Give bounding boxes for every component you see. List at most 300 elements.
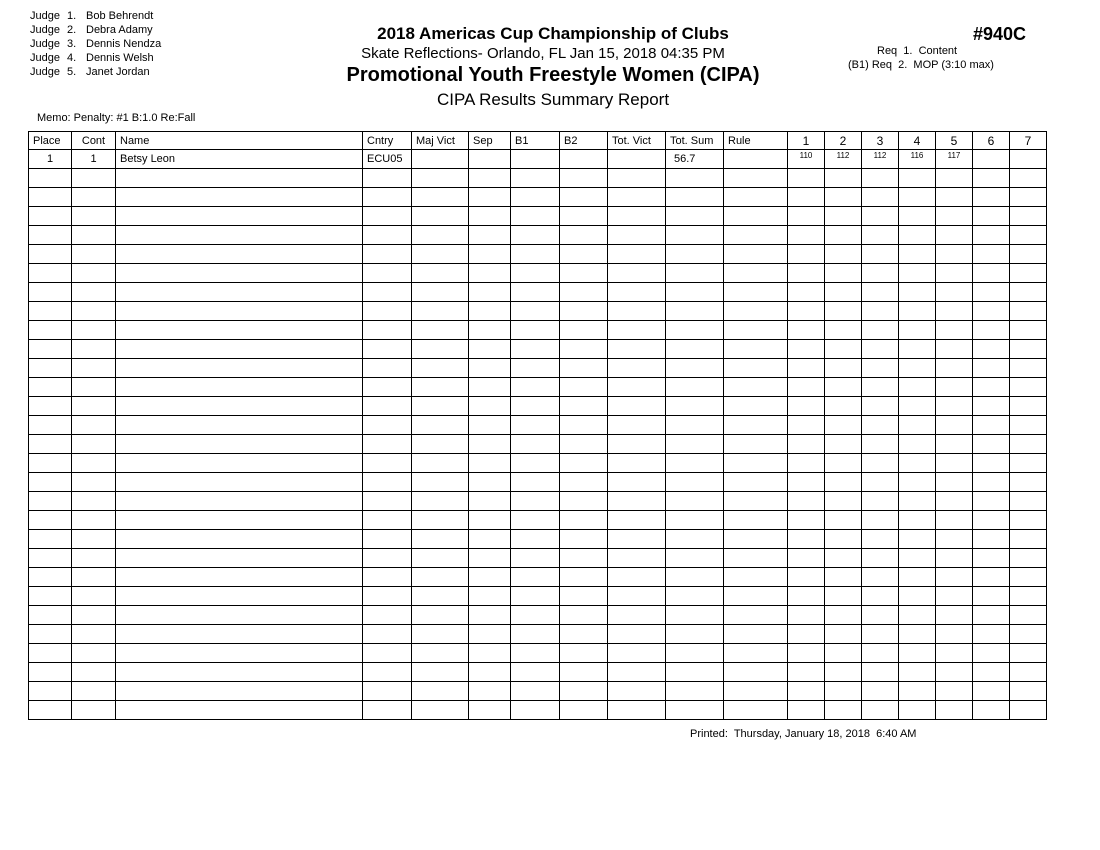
cell-b1 (511, 207, 560, 226)
venue-date: Skate Reflections- Orlando, FL Jan 15, 2018 04:35 PM (361, 45, 725, 62)
cell-judge-score (973, 587, 1010, 606)
cell-judge-score (825, 473, 862, 492)
cell-tot-vict (608, 663, 666, 682)
cell-judge-score: 116 (899, 150, 936, 169)
cell-judge-score (825, 321, 862, 340)
cell-cont (72, 454, 116, 473)
table-row (29, 150, 1047, 169)
cell-maj-vict (412, 264, 469, 283)
cell-judge-score (1010, 644, 1047, 663)
cell-tot-vict (608, 473, 666, 492)
cell-b1 (511, 226, 560, 245)
cell-judge-score (1010, 492, 1047, 511)
cell-judge-score (899, 587, 936, 606)
judge-number: 3. (67, 38, 77, 50)
cell-judge-score (825, 663, 862, 682)
cell-judge-score (973, 340, 1010, 359)
cell-cont (72, 359, 116, 378)
cell-place (29, 340, 72, 359)
cell-judge-score (862, 473, 899, 492)
cell-b2 (560, 397, 608, 416)
judge-row (30, 9, 161, 23)
cell-judge-score (825, 701, 862, 720)
cell-judge-score (973, 492, 1010, 511)
cell-judge-score (1010, 264, 1047, 283)
cell-judge-score (862, 378, 899, 397)
cell-cntry (363, 625, 412, 644)
cell-judge-score (899, 549, 936, 568)
cell-maj-vict (412, 511, 469, 530)
cell-judge-score (1010, 416, 1047, 435)
cell-cont (72, 245, 116, 264)
cell-judge-score (936, 663, 973, 682)
cell-judge-score (862, 701, 899, 720)
cell-maj-vict (412, 340, 469, 359)
cell-tot-sum (666, 340, 724, 359)
cell-rule (724, 321, 788, 340)
cell-place: 1 (29, 150, 72, 169)
column-header: 3 (862, 132, 899, 150)
cell-cntry (363, 340, 412, 359)
table-row (29, 606, 1047, 625)
cell-cntry (363, 606, 412, 625)
cell-tot-sum (666, 682, 724, 701)
cell-rule (724, 511, 788, 530)
cell-b1 (511, 359, 560, 378)
cell-judge-score (899, 226, 936, 245)
cell-judge-score (973, 188, 1010, 207)
cell-judge-score (1010, 606, 1047, 625)
requirement-1: Req 1. Content (877, 45, 958, 57)
cell-judge-score (862, 302, 899, 321)
cell-cntry (363, 264, 412, 283)
cell-b2 (560, 416, 608, 435)
cell-judge-score (825, 245, 862, 264)
cell-maj-vict (412, 492, 469, 511)
cell-cntry (363, 302, 412, 321)
cell-sep (469, 454, 511, 473)
cell-judge-score (936, 245, 973, 264)
cell-judge-score (825, 169, 862, 188)
cell-rule (724, 226, 788, 245)
cell-judge-score (936, 473, 973, 492)
cell-tot-sum (666, 302, 724, 321)
cell-judge-score (973, 682, 1010, 701)
cell-b1 (511, 701, 560, 720)
cell-judge-score (1010, 340, 1047, 359)
cell-sep (469, 625, 511, 644)
cell-judge-score (825, 302, 862, 321)
cell-judge-score (899, 454, 936, 473)
cell-b2 (560, 226, 608, 245)
cell-judge-score (825, 435, 862, 454)
cell-tot-sum (666, 283, 724, 302)
cell-rule (724, 283, 788, 302)
judge-label: Judge (30, 10, 60, 22)
cell-cont (72, 682, 116, 701)
cell-judge-score (788, 587, 825, 606)
cell-b1 (511, 492, 560, 511)
cell-b2 (560, 682, 608, 701)
cell-maj-vict (412, 663, 469, 682)
column-header: Sep (469, 132, 511, 150)
cell-name (116, 321, 363, 340)
table-row (29, 226, 1047, 245)
cell-judge-score (862, 188, 899, 207)
cell-judge-score (899, 245, 936, 264)
judge-row (30, 37, 161, 51)
cell-cntry (363, 663, 412, 682)
cell-place (29, 530, 72, 549)
column-header: B1 (511, 132, 560, 150)
cell-tot-vict (608, 340, 666, 359)
cell-judge-score (973, 606, 1010, 625)
cell-maj-vict (412, 321, 469, 340)
column-header: Maj Vict (412, 132, 469, 150)
cell-sep (469, 492, 511, 511)
cell-tot-sum (666, 663, 724, 682)
cell-judge-score (936, 359, 973, 378)
cell-judge-score (788, 169, 825, 188)
cell-place (29, 283, 72, 302)
cell-judge-score (788, 530, 825, 549)
cell-sep (469, 663, 511, 682)
cell-cont (72, 435, 116, 454)
cell-place (29, 663, 72, 682)
cell-judge-score (825, 207, 862, 226)
cell-place (29, 549, 72, 568)
cell-place (29, 416, 72, 435)
cell-tot-sum (666, 473, 724, 492)
cell-maj-vict (412, 682, 469, 701)
cell-tot-sum: 56.7 (666, 150, 724, 169)
cell-judge-score (825, 226, 862, 245)
cell-judge-score (973, 378, 1010, 397)
cell-judge-score (825, 625, 862, 644)
cell-rule (724, 701, 788, 720)
cell-tot-vict (608, 549, 666, 568)
cell-sep (469, 435, 511, 454)
cell-cont (72, 606, 116, 625)
cell-name (116, 701, 363, 720)
cell-b2 (560, 359, 608, 378)
cell-b2 (560, 511, 608, 530)
judge-name: Bob Behrendt (86, 10, 154, 22)
cell-sep (469, 378, 511, 397)
cell-judge-score (936, 188, 973, 207)
cell-cntry (363, 473, 412, 492)
cell-judge-score (899, 416, 936, 435)
judge-number: 2. (67, 24, 77, 36)
cell-judge-score (788, 340, 825, 359)
cell-judge-score (973, 226, 1010, 245)
cell-maj-vict (412, 701, 469, 720)
cell-b1 (511, 150, 560, 169)
cell-place (29, 587, 72, 606)
cell-judge-score (825, 264, 862, 283)
cell-judge-score (936, 416, 973, 435)
cell-judge-score (788, 473, 825, 492)
cell-judge-score (862, 530, 899, 549)
cell-sep (469, 321, 511, 340)
cell-sep (469, 264, 511, 283)
cell-judge-score (788, 606, 825, 625)
table-row (29, 644, 1047, 663)
cell-judge-score (899, 207, 936, 226)
cell-tot-vict (608, 378, 666, 397)
cell-rule (724, 397, 788, 416)
cell-judge-score (973, 530, 1010, 549)
cell-judge-score (1010, 245, 1047, 264)
cell-rule (724, 340, 788, 359)
cell-maj-vict (412, 473, 469, 492)
cell-judge-score (862, 283, 899, 302)
cell-judge-score (899, 340, 936, 359)
cell-rule (724, 378, 788, 397)
table-row (29, 530, 1047, 549)
cell-judge-score (862, 492, 899, 511)
cell-judge-score (936, 226, 973, 245)
cell-name (116, 606, 363, 625)
table-row (29, 682, 1047, 701)
column-header: Place (29, 132, 72, 150)
cell-judge-score (899, 606, 936, 625)
cell-maj-vict (412, 454, 469, 473)
cell-b1 (511, 454, 560, 473)
table-row (29, 625, 1047, 644)
cell-b2 (560, 549, 608, 568)
cell-b1 (511, 416, 560, 435)
cell-judge-score (1010, 625, 1047, 644)
cell-b2 (560, 587, 608, 606)
cell-b1 (511, 549, 560, 568)
cell-judge-score (899, 530, 936, 549)
cell-name (116, 340, 363, 359)
cell-judge-score (936, 568, 973, 587)
cell-cntry (363, 682, 412, 701)
cell-judge-score (862, 587, 899, 606)
cell-rule (724, 473, 788, 492)
table-row (29, 207, 1047, 226)
cell-b1 (511, 568, 560, 587)
cell-judge-score (1010, 511, 1047, 530)
judge-number: 5. (67, 66, 77, 78)
cell-sep (469, 644, 511, 663)
cell-name (116, 169, 363, 188)
cell-judge-score (973, 663, 1010, 682)
cell-b2 (560, 264, 608, 283)
cell-judge-score (1010, 188, 1047, 207)
cell-judge-score (1010, 283, 1047, 302)
cell-judge-score (899, 625, 936, 644)
cell-b2 (560, 663, 608, 682)
cell-judge-score (899, 378, 936, 397)
cell-judge-score (788, 435, 825, 454)
cell-judge-score (825, 416, 862, 435)
cell-name (116, 188, 363, 207)
cell-tot-vict (608, 701, 666, 720)
cell-place (29, 397, 72, 416)
table-row (29, 378, 1047, 397)
cell-tot-sum (666, 397, 724, 416)
cell-cntry (363, 245, 412, 264)
cell-place (29, 226, 72, 245)
column-header: Cntry (363, 132, 412, 150)
cell-tot-sum (666, 625, 724, 644)
cell-b2 (560, 435, 608, 454)
cell-tot-sum (666, 378, 724, 397)
cell-tot-sum (666, 416, 724, 435)
cell-maj-vict (412, 283, 469, 302)
cell-judge-score (973, 321, 1010, 340)
cell-tot-sum (666, 264, 724, 283)
cell-b2 (560, 606, 608, 625)
cell-b2 (560, 492, 608, 511)
cell-sep (469, 473, 511, 492)
cell-judge-score (862, 359, 899, 378)
cell-tot-vict (608, 321, 666, 340)
cell-judge-score (862, 416, 899, 435)
cell-judge-score (788, 207, 825, 226)
cell-name (116, 549, 363, 568)
cell-tot-vict (608, 682, 666, 701)
cell-cont (72, 492, 116, 511)
cell-judge-score (936, 530, 973, 549)
table-row (29, 492, 1047, 511)
cell-judge-score (862, 207, 899, 226)
cell-sep (469, 397, 511, 416)
cell-judge-score (973, 416, 1010, 435)
cell-judge-score (936, 321, 973, 340)
cell-judge-score: 110 (788, 150, 825, 169)
cell-cont (72, 644, 116, 663)
cell-place (29, 245, 72, 264)
cell-b2 (560, 701, 608, 720)
cell-b2 (560, 169, 608, 188)
printed-timestamp: Printed: Thursday, January 18, 2018 6:40 AM (690, 728, 917, 740)
cell-place (29, 207, 72, 226)
cell-judge-score (936, 625, 973, 644)
event-title: Promotional Youth Freestyle Women (CIPA) (346, 64, 760, 86)
cell-rule (724, 264, 788, 283)
column-header: 2 (825, 132, 862, 150)
cell-judge-score (899, 492, 936, 511)
cell-tot-sum (666, 701, 724, 720)
cell-b2 (560, 340, 608, 359)
cell-cntry (363, 169, 412, 188)
cell-tot-vict (608, 530, 666, 549)
cell-b1 (511, 283, 560, 302)
cell-judge-score (862, 549, 899, 568)
cell-b2 (560, 473, 608, 492)
cell-name (116, 625, 363, 644)
cell-rule (724, 682, 788, 701)
cell-judge-score (936, 340, 973, 359)
cell-cntry (363, 492, 412, 511)
cell-judge-score (899, 359, 936, 378)
judge-label: Judge (30, 66, 60, 78)
cell-tot-sum (666, 359, 724, 378)
table-row (29, 416, 1047, 435)
cell-rule (724, 302, 788, 321)
cell-judge-score (1010, 568, 1047, 587)
cell-cntry (363, 701, 412, 720)
cell-judge-score (788, 283, 825, 302)
cell-judge-score (788, 511, 825, 530)
cell-judge-score (1010, 321, 1047, 340)
cell-judge-score (973, 302, 1010, 321)
cell-judge-score (936, 302, 973, 321)
cell-maj-vict (412, 226, 469, 245)
cell-tot-vict (608, 359, 666, 378)
cell-judge-score (862, 264, 899, 283)
cell-judge-score (788, 321, 825, 340)
cell-judge-score (936, 549, 973, 568)
cell-b2 (560, 568, 608, 587)
cell-rule (724, 188, 788, 207)
cell-b2 (560, 530, 608, 549)
cell-cntry (363, 568, 412, 587)
cell-judge-score (1010, 435, 1047, 454)
cell-sep (469, 511, 511, 530)
cell-judge-score (973, 701, 1010, 720)
cell-judge-score (825, 568, 862, 587)
table-row (29, 663, 1047, 682)
cell-tot-vict (608, 188, 666, 207)
cell-rule (724, 568, 788, 587)
cell-rule (724, 245, 788, 264)
requirements-list (830, 44, 1026, 72)
cell-judge-score (899, 321, 936, 340)
cell-maj-vict (412, 397, 469, 416)
cell-judge-score (825, 587, 862, 606)
cell-place (29, 359, 72, 378)
cell-judge-score (788, 568, 825, 587)
cell-rule (724, 663, 788, 682)
cell-name: Betsy Leon (116, 150, 363, 169)
cell-judge-score (973, 625, 1010, 644)
cell-b1 (511, 340, 560, 359)
cell-maj-vict (412, 587, 469, 606)
cell-judge-score (825, 378, 862, 397)
cell-b2 (560, 188, 608, 207)
cell-tot-vict (608, 283, 666, 302)
cell-tot-vict (608, 245, 666, 264)
cell-b1 (511, 397, 560, 416)
cell-tot-vict (608, 264, 666, 283)
cell-sep (469, 150, 511, 169)
cell-judge-score (899, 188, 936, 207)
cell-tot-vict (608, 435, 666, 454)
cell-judge-score (973, 245, 1010, 264)
cell-rule (724, 454, 788, 473)
cell-b2 (560, 378, 608, 397)
cell-place (29, 473, 72, 492)
table-row (29, 188, 1047, 207)
table-row (29, 511, 1047, 530)
cell-sep (469, 682, 511, 701)
cell-place (29, 606, 72, 625)
cell-judge-score (973, 264, 1010, 283)
cell-judge-score (899, 283, 936, 302)
cell-tot-sum (666, 492, 724, 511)
cell-tot-sum (666, 188, 724, 207)
cell-judge-score (936, 606, 973, 625)
cell-maj-vict (412, 150, 469, 169)
cell-name (116, 207, 363, 226)
cell-judge-score (1010, 397, 1047, 416)
cell-judge-score (936, 682, 973, 701)
